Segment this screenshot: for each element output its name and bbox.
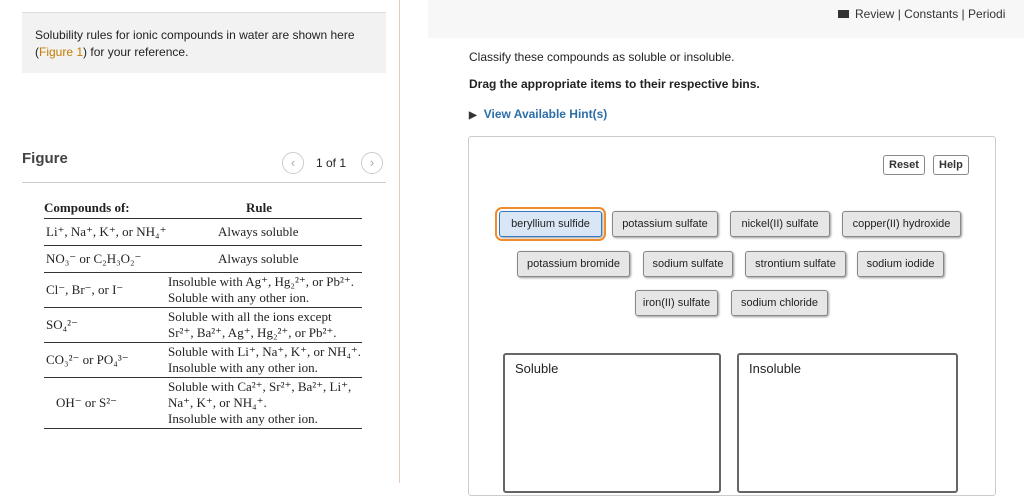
compound-cell: Li⁺, Na⁺, K⁺, or NH₄⁺	[44, 219, 168, 246]
draggable-item[interactable]: sodium iodide	[857, 251, 944, 277]
table-row	[44, 219, 362, 246]
top-navigation: Review | Constants | Periodi	[838, 7, 1005, 21]
review-link[interactable]: Review	[855, 7, 895, 21]
compound-cell: Cl⁻, Br⁻, or I⁻	[44, 273, 168, 308]
question-instruction: Classify these compounds as soluble or insoluble.	[469, 50, 735, 64]
solubility-rules-table	[44, 196, 362, 429]
compound-cell: OH⁻ or S²⁻	[44, 378, 168, 429]
drag-instruction: Drag the appropriate items to their respective bins.	[469, 77, 760, 91]
draggable-item[interactable]: strontium sulfate	[745, 251, 846, 277]
book-icon	[838, 10, 849, 18]
panel-divider	[399, 0, 400, 483]
table-row	[44, 308, 362, 343]
bin-label: Insoluble	[749, 361, 805, 376]
periodic-table-link[interactable]: Periodi	[968, 7, 1006, 21]
reference-note	[22, 12, 386, 73]
draggable-item[interactable]: copper(II) hydroxide	[842, 211, 961, 237]
draggable-item[interactable]: iron(II) sulfate	[635, 290, 718, 316]
reference-text: Solubility rules for ionic compounds in water are shown here (Figure 1) for your reference.	[35, 28, 355, 59]
soluble-bin[interactable]	[503, 353, 721, 493]
rule-cell: Always soluble	[168, 219, 362, 246]
bin-label: Soluble	[515, 361, 562, 376]
reset-button[interactable]: Reset	[883, 155, 925, 175]
triangle-right-icon: ▶	[469, 110, 477, 121]
constants-link[interactable]: Constants	[904, 7, 959, 21]
column-header-compounds: Compounds of:	[44, 196, 168, 219]
view-hints-link[interactable]: ▶ View Available Hint(s)	[469, 107, 608, 121]
rule-cell: Soluble with Ca²⁺, Sr²⁺, Ba²⁺, Li⁺, Na⁺, K⁺, or NH₄⁺. Insoluble with any other ion.	[168, 378, 362, 429]
rule-cell: Soluble with all the ions except Sr²⁺, Ba²⁺, Ag⁺, Hg₂²⁺, or Pb²⁺.	[168, 308, 362, 343]
table-row	[44, 378, 362, 429]
next-figure-button[interactable]: ›	[361, 152, 383, 174]
insoluble-bin[interactable]	[737, 353, 958, 493]
draggable-item[interactable]: potassium bromide	[517, 251, 630, 277]
figure-link[interactable]: Figure 1	[39, 45, 84, 59]
rule-cell: Soluble with Li⁺, Na⁺, K⁺, or NH₄⁺. Insoluble with any other ion.	[168, 343, 362, 378]
figure-divider	[22, 182, 386, 183]
help-button[interactable]: Help	[933, 155, 969, 175]
compound-cell: CO₃²⁻ or PO₄³⁻	[44, 343, 168, 378]
draggable-item[interactable]: sodium chloride	[731, 290, 828, 316]
table-row	[44, 273, 362, 308]
previous-figure-button[interactable]: ‹	[282, 152, 304, 174]
draggable-item[interactable]: beryllium sulfide	[499, 211, 602, 237]
rule-cell: Insoluble with Ag⁺, Hg₂²⁺, or Pb²⁺. Soluble with any other ion.	[168, 273, 362, 308]
compound-cell: SO₄²⁻	[44, 308, 168, 343]
figure-pager: 1 of 1	[316, 156, 347, 170]
compound-cell: NO₃⁻ or C₂H₃O₂⁻	[44, 246, 168, 273]
table-row	[44, 246, 362, 273]
table-row	[44, 343, 362, 378]
column-header-rule: Rule	[168, 196, 362, 219]
figure-title: Figure	[22, 150, 68, 167]
draggable-item[interactable]: potassium sulfate	[612, 211, 718, 237]
draggable-item[interactable]: sodium sulfate	[643, 251, 733, 277]
draggable-item[interactable]: nickel(II) sulfate	[730, 211, 830, 237]
rule-cell: Always soluble	[168, 246, 362, 273]
